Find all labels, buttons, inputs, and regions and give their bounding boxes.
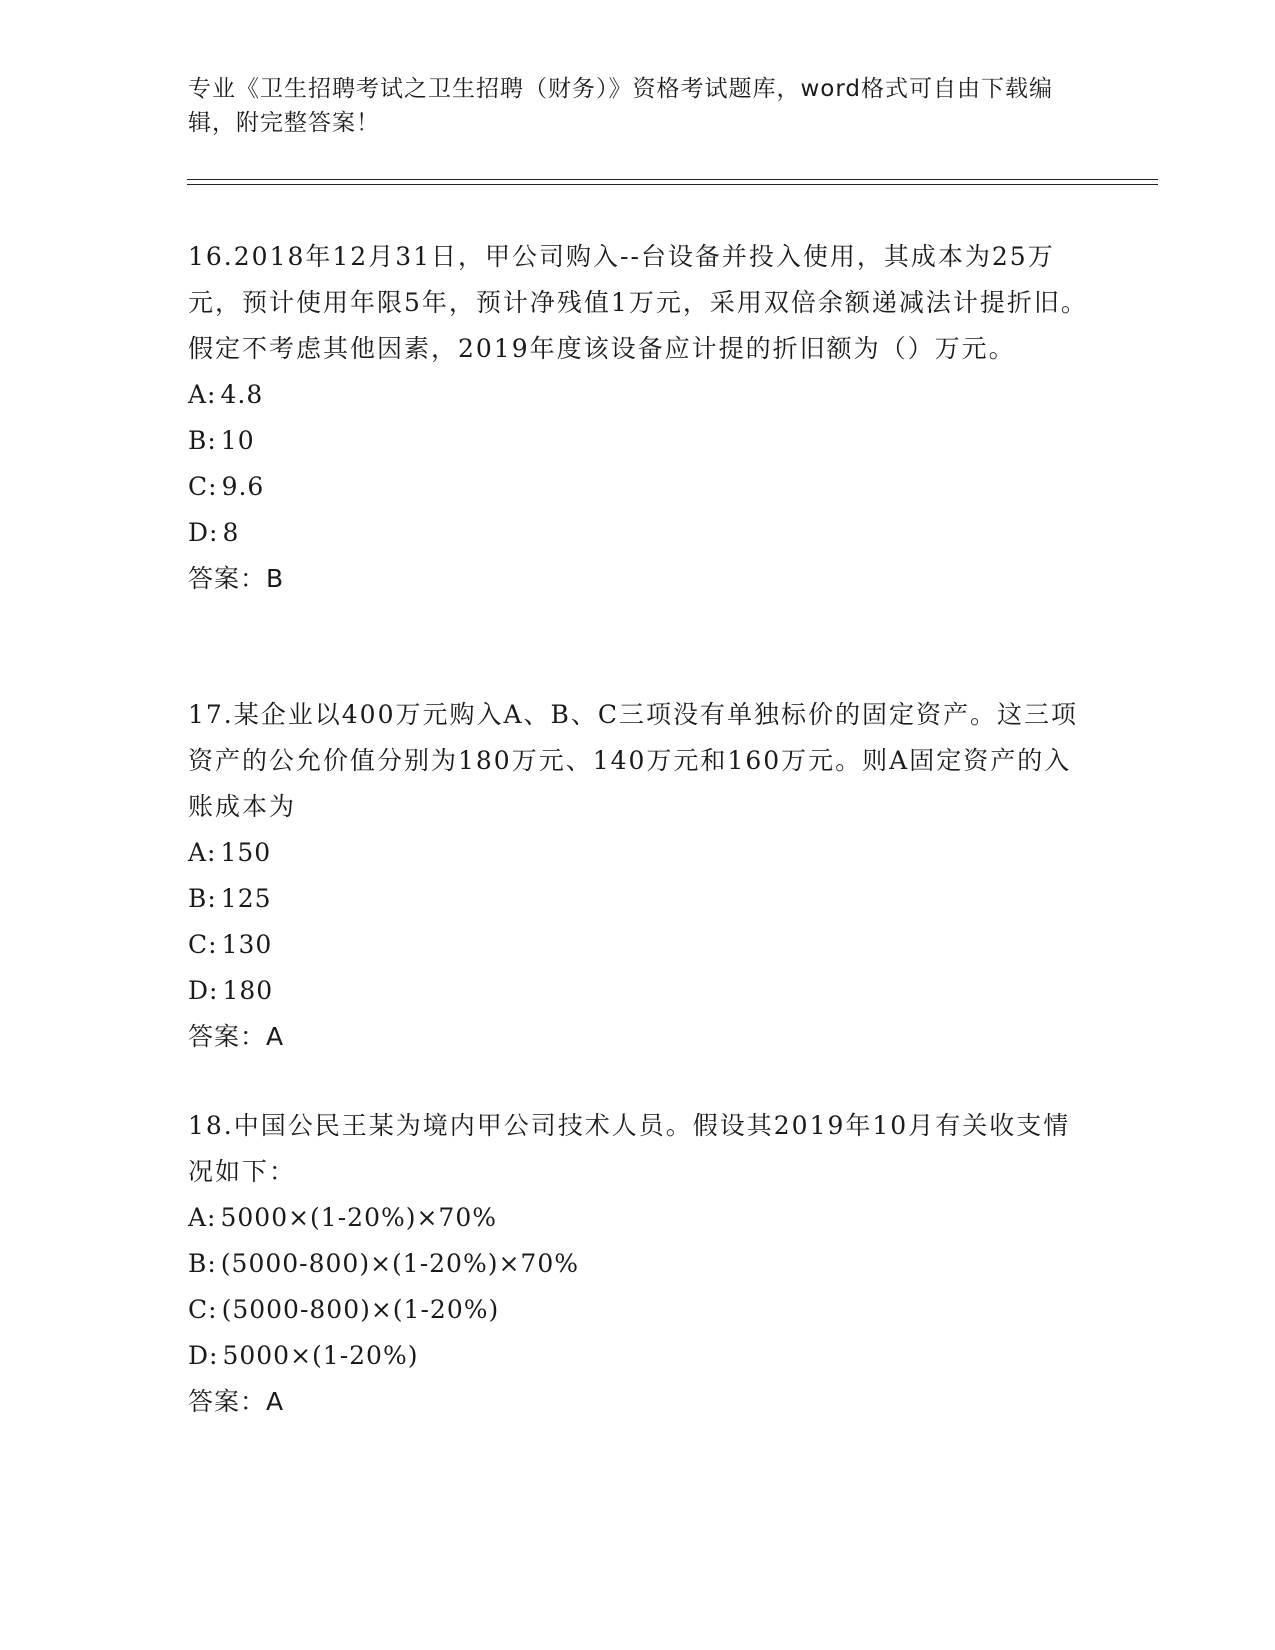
- option-letter: C:: [188, 472, 218, 501]
- option-letter: A:: [188, 838, 217, 867]
- question-17: [188, 692, 1088, 1060]
- option-value: 8: [222, 518, 240, 547]
- option-value: 130: [221, 930, 273, 959]
- option-letter: A:: [188, 380, 217, 409]
- option-letter: B:: [188, 426, 217, 455]
- option-letter: C:: [188, 930, 218, 959]
- answer-label: 答案：A: [188, 1022, 285, 1051]
- option-letter: D:: [188, 1341, 219, 1370]
- header-divider-top: [187, 179, 1158, 180]
- option-b: [188, 418, 1088, 464]
- option-c: [188, 464, 1088, 510]
- option-value: 9.6: [221, 472, 265, 501]
- option-b: [188, 1241, 1088, 1287]
- question-18: [188, 1103, 1088, 1425]
- answer-label: 答案：A: [188, 1387, 285, 1416]
- option-letter: B:: [188, 884, 217, 913]
- option-a: [188, 372, 1088, 418]
- option-letter: A:: [188, 1203, 217, 1232]
- option-value: 4.8: [220, 380, 264, 409]
- answer-label: 答案：B: [188, 564, 285, 593]
- option-value: 125: [220, 884, 272, 913]
- option-letter: D:: [188, 976, 219, 1005]
- header-divider-bottom: [187, 184, 1158, 185]
- question-stem: 17.某企业以400万元购入A、B、C三项没有单独标价的固定资产。这三项资产的公允价值分别为180万元、140万元和160万元。则A固定资产的入账成本为: [188, 700, 1079, 821]
- option-value: 150: [220, 838, 272, 867]
- option-letter: B:: [188, 1249, 217, 1278]
- option-letter: C:: [188, 1295, 218, 1324]
- option-value: 5000×(1-20%)×70%: [220, 1203, 497, 1232]
- question-16: [188, 234, 1088, 602]
- option-d: [188, 510, 1088, 556]
- option-c: [188, 922, 1088, 968]
- option-a: [188, 830, 1088, 876]
- option-value: (5000-800)×(1-20%): [221, 1295, 500, 1324]
- option-value: 10: [220, 426, 255, 455]
- option-letter: D:: [188, 518, 219, 547]
- option-d: [188, 1333, 1088, 1379]
- option-d: [188, 968, 1088, 1014]
- document-header: 专业《卫生招聘考试之卫生招聘（财务）》资格考试题库，word格式可自由下载编辑，附完整答案！: [188, 76, 1054, 136]
- option-b: [188, 876, 1088, 922]
- option-a: [188, 1195, 1088, 1241]
- option-value: 5000×(1-20%): [222, 1341, 419, 1370]
- question-stem: 18.中国公民王某为境内甲公司技术人员。假设其2019年10月有关收支情况如下：: [188, 1111, 1071, 1186]
- question-stem: 16.2018年12月31日，甲公司购入--台设备并投入使用，其成本为25万元，预计使用年限5年，预计净残值1万元，采用双倍余额递减法计提折旧。假定不考虑其他因素，2019年度该设备应计提的折旧额为（）万元。: [188, 242, 1088, 363]
- option-value: (5000-800)×(1-20%)×70%: [220, 1249, 579, 1278]
- option-value: 180: [222, 976, 274, 1005]
- option-c: [188, 1287, 1088, 1333]
